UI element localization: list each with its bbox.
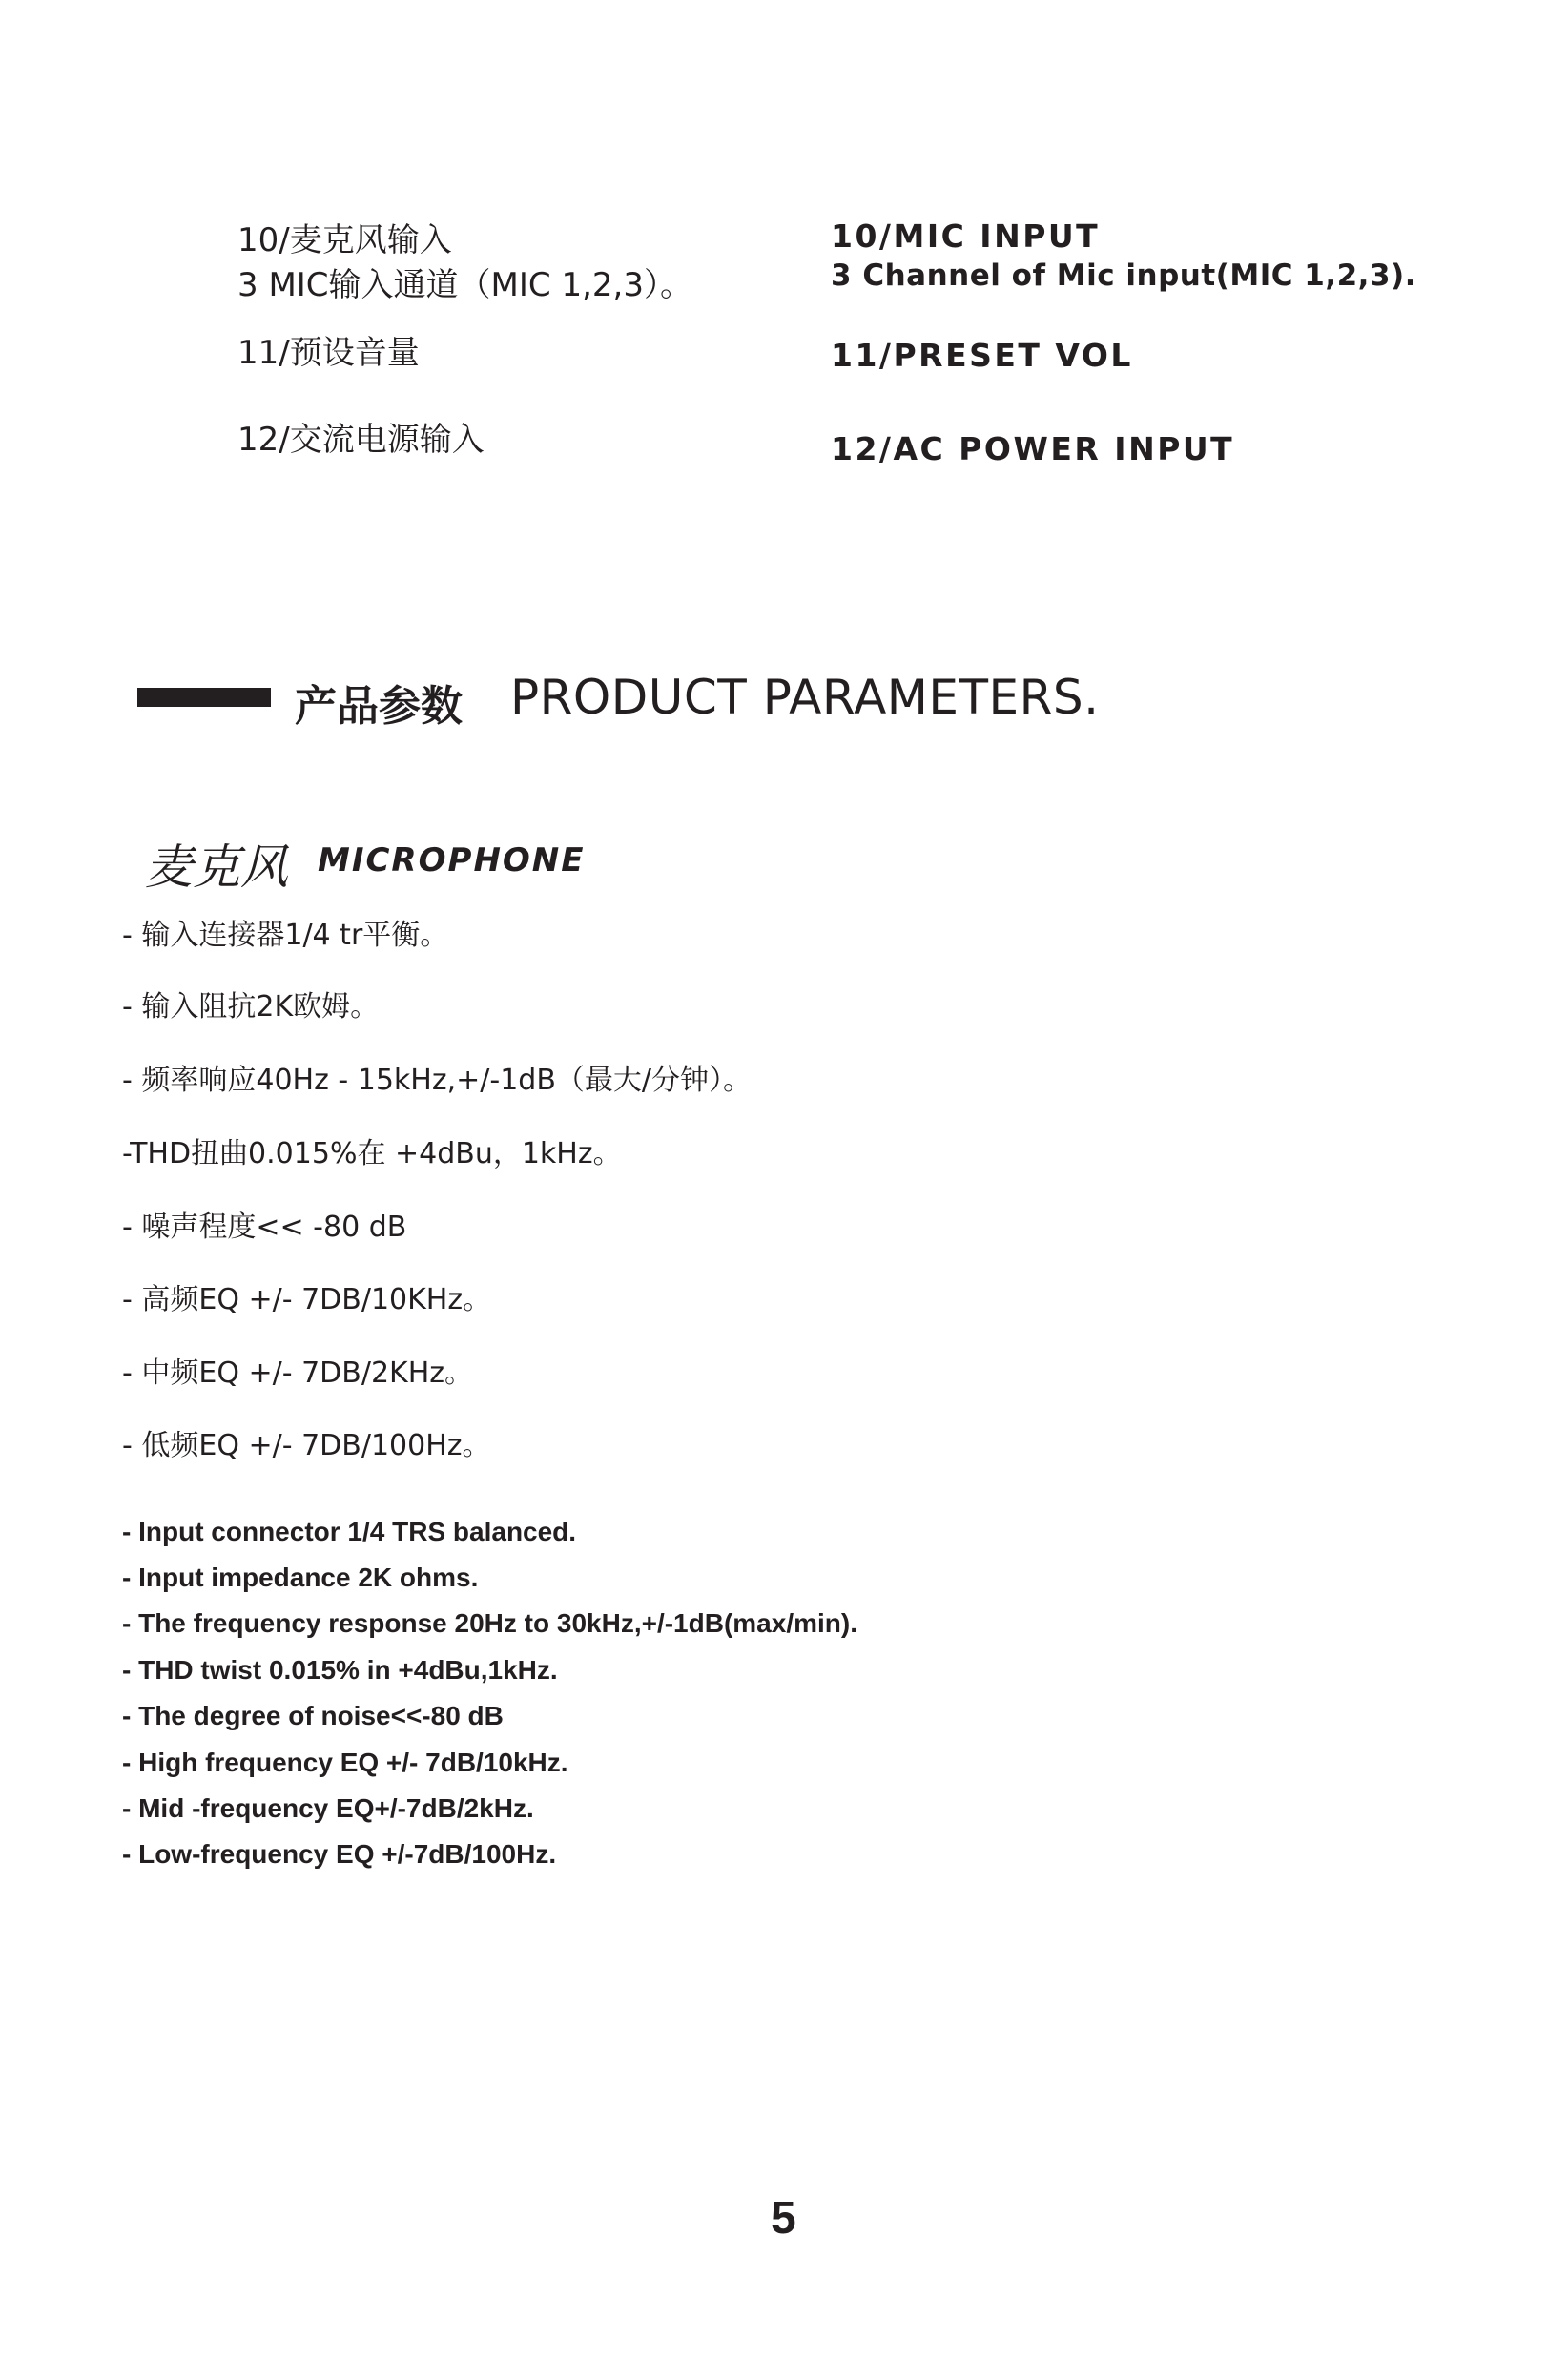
en-spec-item: - Input impedance 2K ohms. <box>122 1563 479 1592</box>
cn-spec-item: - 高频EQ +/- 7DB/10KHz。 <box>122 1283 492 1316</box>
section-title-cn: 产品参数 <box>295 682 463 731</box>
en-spec-item: - Mid -frequency EQ+/-7dB/2kHz. <box>122 1793 534 1823</box>
cn-spec-item: - 噪声程度<< -80 dB <box>122 1211 407 1244</box>
en-spec-item: - Input connector 1/4 TRS balanced. <box>122 1517 577 1546</box>
connector-10-cn-desc: 3 MIC输入通道（MIC 1,2,3）。 <box>237 266 692 304</box>
connector-11-en-title: 11/PRESET VOL <box>831 337 1133 374</box>
section-title-en: PRODUCT PARAMETERS. <box>510 670 1100 725</box>
connector-12-en-title: 12/AC POWER INPUT <box>831 430 1235 467</box>
en-spec-item: - The degree of noise<<-80 dB <box>122 1701 504 1730</box>
cn-spec-item: - 低频EQ +/- 7DB/100Hz。 <box>122 1429 491 1462</box>
microphone-title-cn: 麦克风 <box>145 839 288 895</box>
connector-12-cn-title: 12/交流电源输入 <box>237 421 485 459</box>
connector-11-cn-title: 11/预设音量 <box>237 334 420 372</box>
connector-10-en-title: 10/MIC INPUT <box>831 217 1101 255</box>
en-spec-item: - THD twist 0.015% in +4dBu,1kHz. <box>122 1655 558 1685</box>
cn-spec-item: -THD扭曲0.015%在 +4dBu，1kHz。 <box>122 1137 622 1170</box>
connector-10-cn-title: 10/麦克风输入 <box>237 221 452 259</box>
cn-spec-item: - 频率响应40Hz - 15kHz,+/-1dB（最大/分钟）。 <box>122 1064 753 1097</box>
en-spec-item: - The frequency response 20Hz to 30kHz,+/-1dB(max/min). <box>122 1608 857 1638</box>
en-spec-item: - Low-frequency EQ +/-7dB/100Hz. <box>122 1839 557 1869</box>
page-number: 5 <box>771 2193 796 2244</box>
cn-spec-item: - 中频EQ +/- 7DB/2KHz。 <box>122 1356 474 1390</box>
en-spec-item: - High frequency EQ +/- 7dB/10kHz. <box>122 1748 568 1777</box>
microphone-title-en: MICROPHONE <box>318 841 586 880</box>
section-header-bar <box>137 688 271 707</box>
connector-10-en-desc: 3 Channel of Mic input(MIC 1,2,3). <box>831 259 1416 293</box>
cn-spec-item: - 输入连接器1/4 tr平衡。 <box>122 919 449 952</box>
cn-spec-item: - 输入阻抗2K欧姆。 <box>122 990 380 1024</box>
